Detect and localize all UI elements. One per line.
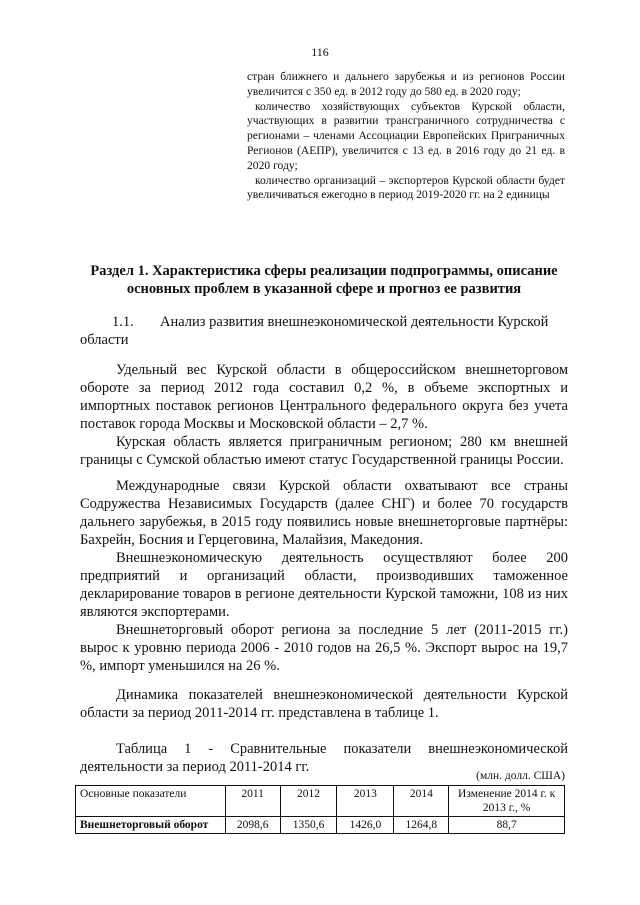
table-cell: Внешнеторговый оборот	[76, 817, 226, 834]
table-units: (млн. долл. США)	[476, 770, 565, 782]
list-item: количество хозяйствующих субъектов Курской области, участвующих в развитии трансграничного сотрудничества с регионами – членами Ассоциации Европейских Приграничных Регионов (АЕПР), увеличится с 13 ед. в 2016 году до 21 ед. в 2020 году;	[247, 99, 565, 172]
continued-list	[247, 70, 565, 203]
section-title: Раздел 1. Характеристика сферы реализации подпрограммы, описание основных проблем в указанной сфере и прогноз ее развития	[90, 263, 558, 297]
paragraph: Внешнеторговый оборот региона за последние 5 лет (2011-2015 гг.) вырос к уровню периода 2006 - 2010 годов на 26,5 %. Экспорт вырос на 19,7 %, импорт уменьшился на 26 %.	[80, 622, 568, 674]
table-cell: 2098,6	[225, 817, 280, 834]
page-number: 116	[311, 45, 329, 59]
paragraph: Внешнеэкономическую деятельность осуществляют более 200 предприятий и организаций области, производивших таможенное декларирование товаров в регионе деятельности Курской таможни, 108 из них являются экспортерами.	[80, 550, 568, 620]
table-caption: Таблица 1 - Сравнительные показатели внешнеэкономической деятельности за период 2011-2014 гг.	[80, 741, 568, 775]
comparison-table	[75, 785, 565, 834]
paragraph: Динамика показателей внешнеэкономической деятельности Курской области за период 2011-2014 гг. представлена в таблице 1.	[80, 687, 568, 721]
table-header-cell: 2012	[280, 786, 337, 817]
subsection-heading	[80, 313, 568, 349]
table-cell: 1264,8	[394, 817, 449, 834]
paragraph: Курская область является приграничным регионом; 280 км внешней границы с Сумской областью имеют статус Государственной границы России.	[80, 434, 568, 468]
subsection-number: 1.1.	[112, 314, 134, 330]
table-cell: 1350,6	[280, 817, 337, 834]
subsection-text: Анализ развития внешнеэкономической деятельности Курской области	[80, 314, 549, 348]
table-cell: 1426,0	[337, 817, 394, 834]
paragraph: Международные связи Курской области охватывают все страны Содружества Независимых Государств (далее СНГ) и более 70 государств дальнего зарубежья, в 2015 году появились новые внешнеторговые партнёры: Бахрейн, Босния и Герцеговина, Малайзия, Македония.	[80, 478, 568, 548]
list-item: количество организаций – экспортеров Курской области будет увеличиваться ежегодно в период 2019-2020 гг. на 2 единицы	[247, 173, 565, 202]
table-header-cell: 2013	[337, 786, 394, 817]
table-header-cell: Изменение 2014 г. к 2013 г., %	[449, 786, 565, 817]
table-header-cell: Основные показатели	[76, 786, 226, 817]
body-text	[80, 361, 568, 722]
table-header-cell: 2011	[225, 786, 280, 817]
table-row	[76, 817, 565, 834]
table-header-cell: 2014	[394, 786, 449, 817]
table-header-row	[76, 786, 565, 817]
paragraph: Удельный вес Курской области в общероссийском внешнеторговом обороте за период 2012 года составил 0,2 %, в объеме экспортных и импортных поставок регионов Центрального федерального округа без учета поставок города Москвы и Московской области – 2,7 %.	[80, 362, 568, 432]
list-item: стран ближнего и дальнего зарубежья и из регионов России увеличится с 350 ед. в 2012 году до 580 ед. в 2020 году;	[247, 70, 565, 98]
table-cell: 88,7	[449, 817, 565, 834]
